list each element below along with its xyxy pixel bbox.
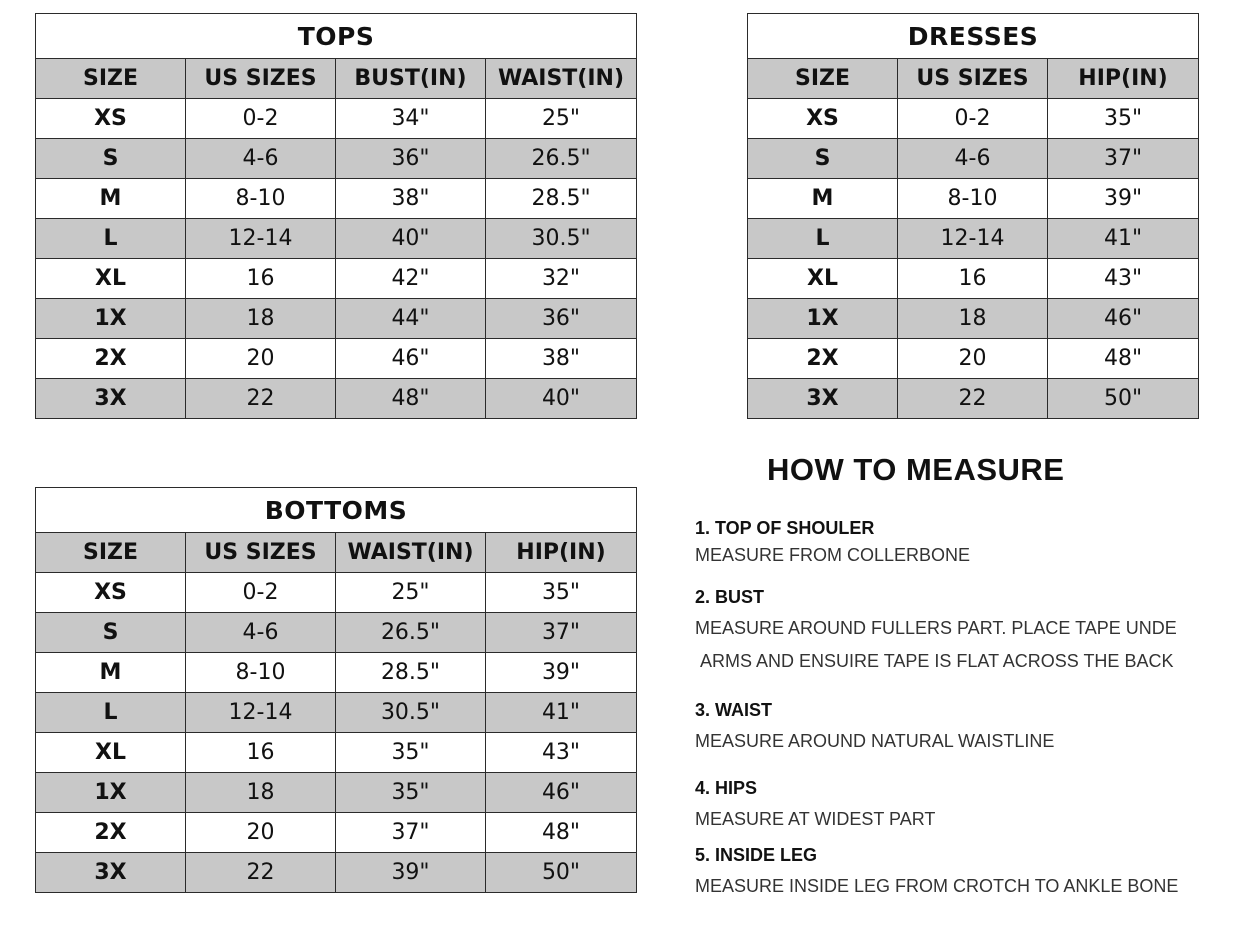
- measure-step-shoulder: [695, 518, 970, 566]
- us-size-cell: 4-6: [898, 139, 1048, 179]
- column-header: SIZE: [36, 533, 186, 573]
- size-cell: M: [36, 179, 186, 219]
- hip-cell: 41": [486, 693, 637, 733]
- table-row: [748, 379, 1199, 419]
- table-row: [748, 219, 1199, 259]
- step-heading: 5. INSIDE LEG: [695, 845, 818, 865]
- hip-cell: 48": [1048, 339, 1199, 379]
- size-cell: 3X: [748, 379, 898, 419]
- size-cell: 3X: [36, 379, 186, 419]
- bust-cell: 36": [336, 139, 486, 179]
- us-size-cell: 20: [186, 813, 336, 853]
- bottoms-size-table: [35, 487, 637, 893]
- measure-step-bust: [695, 587, 1177, 672]
- step-description: MEASURE AROUND FULLERS PART. PLACE TAPE UNDE: [695, 618, 1177, 638]
- tops-header-row: [36, 59, 637, 99]
- step-heading: 3. WAIST: [695, 700, 773, 720]
- column-header: WAIST(IN): [486, 59, 637, 99]
- measure-step-hips: [695, 778, 935, 830]
- table-row: [36, 139, 637, 179]
- us-size-cell: 12-14: [898, 219, 1048, 259]
- table-row: [36, 853, 637, 893]
- us-size-cell: 18: [898, 299, 1048, 339]
- bust-cell: 38": [336, 179, 486, 219]
- size-cell: 2X: [36, 813, 186, 853]
- how-to-measure-section: [695, 452, 1244, 896]
- step-heading: 4. HIPS: [695, 778, 758, 798]
- waist-cell: 35": [336, 773, 486, 813]
- waist-cell: 39": [336, 853, 486, 893]
- us-size-cell: 20: [186, 339, 336, 379]
- us-size-cell: 12-14: [186, 693, 336, 733]
- hip-cell: 48": [486, 813, 637, 853]
- tops-size-table: [35, 13, 637, 419]
- table-row: [748, 139, 1199, 179]
- us-size-cell: 8-10: [186, 653, 336, 693]
- us-size-cell: 0-2: [186, 573, 336, 613]
- us-size-cell: 16: [898, 259, 1048, 299]
- column-header: HIP(IN): [1048, 59, 1199, 99]
- us-size-cell: 16: [186, 259, 336, 299]
- step-heading: 2. BUST: [695, 587, 765, 607]
- waist-cell: 30.5": [336, 693, 486, 733]
- hip-cell: 50": [1048, 379, 1199, 419]
- table-row: [748, 179, 1199, 219]
- column-header: WAIST(IN): [336, 533, 486, 573]
- hip-cell: 35": [1048, 99, 1199, 139]
- dresses-header-row: [748, 59, 1199, 99]
- dresses-size-table: [747, 13, 1199, 419]
- hip-cell: 41": [1048, 219, 1199, 259]
- table-row: [36, 99, 637, 139]
- table-row: [36, 339, 637, 379]
- size-cell: 1X: [748, 299, 898, 339]
- size-cell: XL: [748, 259, 898, 299]
- bottoms-header-row: [36, 533, 637, 573]
- step-heading: 1. TOP OF SHOULER: [695, 518, 875, 538]
- size-cell: S: [36, 613, 186, 653]
- measure-step-inside-leg: [695, 845, 1178, 897]
- how-to-measure-title: HOW TO MEASURE: [767, 452, 1065, 487]
- table-row: [36, 259, 637, 299]
- waist-cell: 28.5": [336, 653, 486, 693]
- hip-cell: 50": [486, 853, 637, 893]
- size-cell: 2X: [748, 339, 898, 379]
- tops-title: TOPS: [36, 14, 637, 59]
- table-row: [748, 259, 1199, 299]
- us-size-cell: 0-2: [186, 99, 336, 139]
- bust-cell: 42": [336, 259, 486, 299]
- us-size-cell: 18: [186, 773, 336, 813]
- us-size-cell: 4-6: [186, 613, 336, 653]
- hip-cell: 43": [486, 733, 637, 773]
- us-size-cell: 8-10: [898, 179, 1048, 219]
- table-row: [36, 179, 637, 219]
- size-cell: S: [36, 139, 186, 179]
- waist-cell: 40": [486, 379, 637, 419]
- hip-cell: 37": [486, 613, 637, 653]
- waist-cell: 26.5": [486, 139, 637, 179]
- size-cell: XS: [748, 99, 898, 139]
- table-row: [36, 613, 637, 653]
- size-cell: XS: [36, 573, 186, 613]
- table-row: [36, 219, 637, 259]
- table-row: [36, 653, 637, 693]
- us-size-cell: 22: [898, 379, 1048, 419]
- waist-cell: 32": [486, 259, 637, 299]
- us-size-cell: 4-6: [186, 139, 336, 179]
- waist-cell: 37": [336, 813, 486, 853]
- waist-cell: 25": [336, 573, 486, 613]
- column-header: SIZE: [36, 59, 186, 99]
- bust-cell: 40": [336, 219, 486, 259]
- us-size-cell: 22: [186, 853, 336, 893]
- us-size-cell: 20: [898, 339, 1048, 379]
- hip-cell: 46": [1048, 299, 1199, 339]
- step-description: MEASURE FROM COLLERBONE: [695, 545, 971, 565]
- us-size-cell: 22: [186, 379, 336, 419]
- table-row: [36, 379, 637, 419]
- bust-cell: 34": [336, 99, 486, 139]
- size-cell: 1X: [36, 773, 186, 813]
- table-row: [748, 339, 1199, 379]
- us-size-cell: 0-2: [898, 99, 1048, 139]
- size-cell: 1X: [36, 299, 186, 339]
- column-header: BUST(IN): [336, 59, 486, 99]
- hip-cell: 39": [1048, 179, 1199, 219]
- waist-cell: 26.5": [336, 613, 486, 653]
- hip-cell: 46": [486, 773, 637, 813]
- size-cell: 2X: [36, 339, 186, 379]
- table-row: [36, 693, 637, 733]
- table-row: [36, 299, 637, 339]
- waist-cell: 25": [486, 99, 637, 139]
- column-header: HIP(IN): [486, 533, 637, 573]
- table-row: [36, 813, 637, 853]
- dresses-title: DRESSES: [748, 14, 1199, 59]
- step-description: MEASURE AROUND NATURAL WAISTLINE: [695, 731, 1055, 751]
- us-size-cell: 8-10: [186, 179, 336, 219]
- waist-cell: 30.5": [486, 219, 637, 259]
- waist-cell: 38": [486, 339, 637, 379]
- hip-cell: 39": [486, 653, 637, 693]
- column-header: US SIZES: [186, 59, 336, 99]
- table-row: [748, 299, 1199, 339]
- column-header: US SIZES: [186, 533, 336, 573]
- measure-step-waist: [695, 700, 1054, 752]
- size-cell: 3X: [36, 853, 186, 893]
- size-cell: XL: [36, 733, 186, 773]
- column-header: US SIZES: [898, 59, 1048, 99]
- size-cell: L: [748, 219, 898, 259]
- table-row: [36, 733, 637, 773]
- table-row: [36, 573, 637, 613]
- size-cell: XS: [36, 99, 186, 139]
- size-cell: L: [36, 693, 186, 733]
- hip-cell: 43": [1048, 259, 1199, 299]
- us-size-cell: 16: [186, 733, 336, 773]
- table-row: [748, 99, 1199, 139]
- size-cell: M: [36, 653, 186, 693]
- bust-cell: 44": [336, 299, 486, 339]
- size-cell: L: [36, 219, 186, 259]
- bust-cell: 46": [336, 339, 486, 379]
- step-description: MEASURE AT WIDEST PART: [695, 809, 936, 829]
- us-size-cell: 18: [186, 299, 336, 339]
- us-size-cell: 12-14: [186, 219, 336, 259]
- waist-cell: 35": [336, 733, 486, 773]
- size-cell: M: [748, 179, 898, 219]
- waist-cell: 28.5": [486, 179, 637, 219]
- column-header: SIZE: [748, 59, 898, 99]
- waist-cell: 36": [486, 299, 637, 339]
- step-description: ARMS AND ENSUIRE TAPE IS FLAT ACROSS THE BACK: [700, 651, 1174, 671]
- table-row: [36, 773, 637, 813]
- step-description: MEASURE INSIDE LEG FROM CROTCH TO ANKLE BONE: [695, 876, 1179, 896]
- hip-cell: 35": [486, 573, 637, 613]
- bottoms-title: BOTTOMS: [36, 488, 637, 533]
- hip-cell: 37": [1048, 139, 1199, 179]
- size-cell: S: [748, 139, 898, 179]
- bust-cell: 48": [336, 379, 486, 419]
- size-cell: XL: [36, 259, 186, 299]
